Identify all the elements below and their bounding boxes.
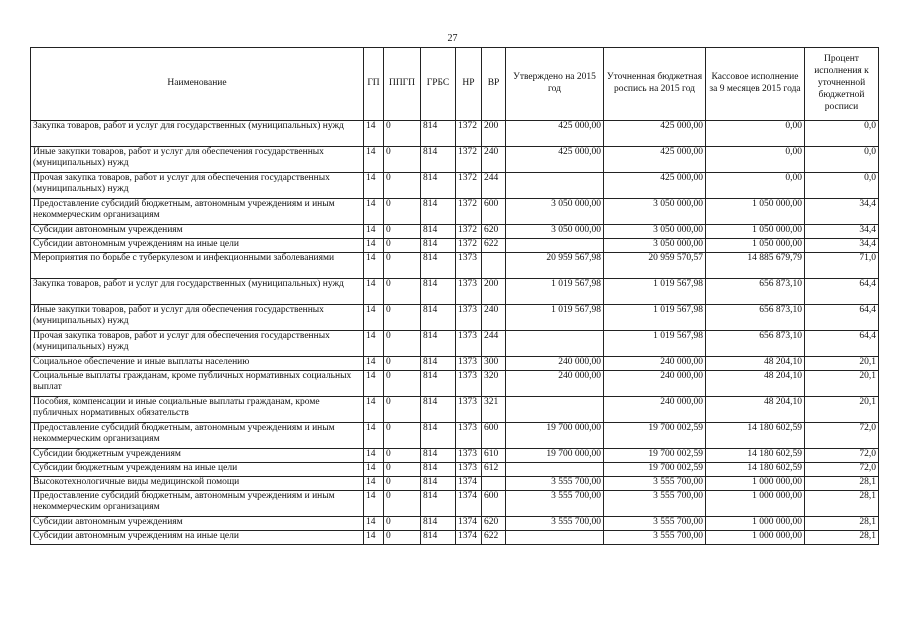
- cell-gp: 14: [364, 147, 384, 173]
- cell-name: Социальное обеспечение и иные выплаты населению: [31, 357, 364, 371]
- cell-cash: 1 050 000,00: [706, 225, 805, 239]
- cell-vr: [482, 253, 506, 279]
- cell-refined: 240 000,00: [604, 371, 706, 397]
- cell-gp: 14: [364, 491, 384, 517]
- cell-vr: 600: [482, 199, 506, 225]
- cell-name: Субсидии автономным учреждениям на иные цели: [31, 239, 364, 253]
- cell-vr: [482, 477, 506, 491]
- header-name: Наименование: [31, 48, 364, 121]
- cell-ppgp: 0: [384, 397, 421, 423]
- cell-refined: 240 000,00: [604, 357, 706, 371]
- cell-refined: 425 000,00: [604, 147, 706, 173]
- cell-percent: 0,0: [805, 173, 879, 199]
- cell-gp: 14: [364, 279, 384, 305]
- cell-approved: 3 050 000,00: [506, 199, 604, 225]
- cell-grbs: 814: [421, 173, 456, 199]
- cell-percent: 28,1: [805, 531, 879, 545]
- cell-ppgp: 0: [384, 423, 421, 449]
- cell-grbs: 814: [421, 449, 456, 463]
- cell-grbs: 814: [421, 517, 456, 531]
- cell-vr: 622: [482, 531, 506, 545]
- cell-vr: 610: [482, 449, 506, 463]
- cell-refined: 3 050 000,00: [604, 199, 706, 225]
- header-grbs: ГРБС: [421, 48, 456, 121]
- cell-cash: 656 873,10: [706, 279, 805, 305]
- cell-gp: 14: [364, 477, 384, 491]
- cell-np: 1373: [456, 463, 482, 477]
- cell-ppgp: 0: [384, 279, 421, 305]
- cell-cash: 1 000 000,00: [706, 491, 805, 517]
- cell-ppgp: 0: [384, 225, 421, 239]
- cell-gp: 14: [364, 449, 384, 463]
- header-approved: Утверждено на 2015 год: [506, 48, 604, 121]
- cell-np: 1373: [456, 331, 482, 357]
- cell-percent: 0,0: [805, 147, 879, 173]
- table-row: [31, 423, 879, 449]
- cell-grbs: 814: [421, 253, 456, 279]
- cell-name: Пособия, компенсации и иные социальные выплаты гражданам, кроме публичных нормативных обязательств: [31, 397, 364, 423]
- cell-grbs: 814: [421, 423, 456, 449]
- cell-ppgp: 0: [384, 517, 421, 531]
- cell-np: 1372: [456, 239, 482, 253]
- cell-ppgp: 0: [384, 173, 421, 199]
- cell-grbs: 814: [421, 239, 456, 253]
- cell-np: 1373: [456, 305, 482, 331]
- cell-ppgp: 0: [384, 253, 421, 279]
- table-row: [31, 491, 879, 517]
- cell-refined: 20 959 570,57: [604, 253, 706, 279]
- cell-name: Высокотехнологичные виды медицинской помощи: [31, 477, 364, 491]
- cell-refined: 3 555 700,00: [604, 531, 706, 545]
- cell-percent: 71,0: [805, 253, 879, 279]
- cell-vr: 240: [482, 147, 506, 173]
- cell-np: 1373: [456, 371, 482, 397]
- cell-refined: 1 019 567,98: [604, 331, 706, 357]
- cell-np: 1372: [456, 199, 482, 225]
- cell-percent: 72,0: [805, 423, 879, 449]
- cell-vr: 240: [482, 305, 506, 331]
- cell-vr: 321: [482, 397, 506, 423]
- cell-ppgp: 0: [384, 199, 421, 225]
- table-body: [31, 121, 879, 545]
- cell-percent: 64,4: [805, 331, 879, 357]
- cell-ppgp: 0: [384, 449, 421, 463]
- cell-gp: 14: [364, 225, 384, 239]
- cell-percent: 20,1: [805, 397, 879, 423]
- cell-approved: 240 000,00: [506, 357, 604, 371]
- cell-name: Субсидии бюджетным учреждениям: [31, 449, 364, 463]
- table-row: [31, 477, 879, 491]
- table-row: [31, 449, 879, 463]
- cell-vr: 600: [482, 423, 506, 449]
- table-row: [31, 331, 879, 357]
- cell-refined: 3 050 000,00: [604, 239, 706, 253]
- cell-approved: 19 700 000,00: [506, 423, 604, 449]
- cell-gp: 14: [364, 199, 384, 225]
- cell-approved: [506, 331, 604, 357]
- table-row: [31, 357, 879, 371]
- cell-percent: 72,0: [805, 463, 879, 477]
- cell-ppgp: 0: [384, 371, 421, 397]
- cell-vr: 620: [482, 517, 506, 531]
- cell-ppgp: 0: [384, 331, 421, 357]
- cell-np: 1373: [456, 423, 482, 449]
- cell-percent: 28,1: [805, 517, 879, 531]
- cell-vr: 200: [482, 279, 506, 305]
- table-row: [31, 225, 879, 239]
- cell-cash: 656 873,10: [706, 305, 805, 331]
- cell-name: Предоставление субсидий бюджетным, автономным учреждениям и иным некоммерческим организациям: [31, 423, 364, 449]
- cell-approved: 3 555 700,00: [506, 517, 604, 531]
- cell-grbs: 814: [421, 225, 456, 239]
- cell-grbs: 814: [421, 463, 456, 477]
- table-row: [31, 199, 879, 225]
- cell-cash: 1 000 000,00: [706, 517, 805, 531]
- cell-vr: 620: [482, 225, 506, 239]
- cell-name: Субсидии бюджетным учреждениям на иные цели: [31, 463, 364, 477]
- cell-name: Закупка товаров, работ и услуг для государственных (муниципальных) нужд: [31, 279, 364, 305]
- cell-ppgp: 0: [384, 531, 421, 545]
- cell-grbs: 814: [421, 477, 456, 491]
- cell-refined: 3 555 700,00: [604, 477, 706, 491]
- cell-vr: 622: [482, 239, 506, 253]
- cell-np: 1373: [456, 253, 482, 279]
- cell-name: Закупка товаров, работ и услуг для государственных (муниципальных) нужд: [31, 121, 364, 147]
- cell-approved: [506, 173, 604, 199]
- cell-cash: 1 000 000,00: [706, 477, 805, 491]
- cell-refined: 3 555 700,00: [604, 491, 706, 517]
- cell-ppgp: 0: [384, 239, 421, 253]
- cell-cash: 1 050 000,00: [706, 239, 805, 253]
- header-refined: Уточненная бюджетная роспись на 2015 год: [604, 48, 706, 121]
- cell-cash: 1 000 000,00: [706, 531, 805, 545]
- cell-vr: 600: [482, 491, 506, 517]
- cell-percent: 20,1: [805, 371, 879, 397]
- cell-cash: 0,00: [706, 173, 805, 199]
- cell-approved: 19 700 000,00: [506, 449, 604, 463]
- cell-gp: 14: [364, 121, 384, 147]
- table-row: [31, 239, 879, 253]
- header-gp: ГП: [364, 48, 384, 121]
- cell-approved: 1 019 567,98: [506, 279, 604, 305]
- header-ppgp: ППГП: [384, 48, 421, 121]
- cell-name: Иные закупки товаров, работ и услуг для обеспечения государственных (муниципальных) нужд: [31, 305, 364, 331]
- table-row: [31, 305, 879, 331]
- cell-vr: 320: [482, 371, 506, 397]
- cell-gp: 14: [364, 463, 384, 477]
- table-header: [31, 48, 879, 121]
- cell-percent: 20,1: [805, 357, 879, 371]
- cell-cash: 48 204,10: [706, 397, 805, 423]
- cell-np: 1374: [456, 477, 482, 491]
- cell-name: Предоставление субсидий бюджетным, автономным учреждениям и иным некоммерческим организациям: [31, 199, 364, 225]
- cell-refined: 1 019 567,98: [604, 279, 706, 305]
- cell-gp: 14: [364, 357, 384, 371]
- cell-ppgp: 0: [384, 357, 421, 371]
- cell-grbs: 814: [421, 491, 456, 517]
- cell-approved: 3 555 700,00: [506, 477, 604, 491]
- cell-ppgp: 0: [384, 121, 421, 147]
- cell-cash: 48 204,10: [706, 357, 805, 371]
- cell-cash: 14 180 602,59: [706, 423, 805, 449]
- cell-grbs: 814: [421, 371, 456, 397]
- table-row: [31, 397, 879, 423]
- cell-refined: 3 050 000,00: [604, 225, 706, 239]
- cell-ppgp: 0: [384, 147, 421, 173]
- cell-approved: 1 019 567,98: [506, 305, 604, 331]
- cell-percent: 0,0: [805, 121, 879, 147]
- cell-grbs: 814: [421, 357, 456, 371]
- cell-np: 1374: [456, 491, 482, 517]
- cell-approved: [506, 531, 604, 545]
- cell-approved: 425 000,00: [506, 147, 604, 173]
- cell-np: 1373: [456, 449, 482, 463]
- cell-gp: 14: [364, 517, 384, 531]
- cell-cash: 0,00: [706, 121, 805, 147]
- cell-approved: [506, 463, 604, 477]
- cell-gp: 14: [364, 239, 384, 253]
- cell-percent: 28,1: [805, 477, 879, 491]
- cell-vr: 200: [482, 121, 506, 147]
- cell-np: 1373: [456, 357, 482, 371]
- cell-ppgp: 0: [384, 463, 421, 477]
- cell-gp: 14: [364, 423, 384, 449]
- cell-np: 1374: [456, 517, 482, 531]
- cell-cash: 656 873,10: [706, 331, 805, 357]
- cell-refined: 1 019 567,98: [604, 305, 706, 331]
- cell-grbs: 814: [421, 147, 456, 173]
- cell-gp: 14: [364, 253, 384, 279]
- cell-gp: 14: [364, 397, 384, 423]
- cell-name: Прочая закупка товаров, работ и услуг для обеспечения государственных (муниципальных) нужд: [31, 331, 364, 357]
- cell-vr: 300: [482, 357, 506, 371]
- header-cash: Кассовое исполнение за 9 месяцев 2015 года: [706, 48, 805, 121]
- cell-cash: 14 180 602,59: [706, 449, 805, 463]
- table-row: [31, 173, 879, 199]
- cell-approved: [506, 397, 604, 423]
- cell-np: 1372: [456, 121, 482, 147]
- cell-refined: 3 555 700,00: [604, 517, 706, 531]
- cell-np: 1374: [456, 531, 482, 545]
- cell-np: 1373: [456, 279, 482, 305]
- cell-np: 1372: [456, 147, 482, 173]
- page-number: 27: [447, 33, 458, 44]
- cell-approved: 3 555 700,00: [506, 491, 604, 517]
- cell-name: Социальные выплаты гражданам, кроме публичных нормативных социальных выплат: [31, 371, 364, 397]
- table-row: [31, 147, 879, 173]
- table-row: [31, 531, 879, 545]
- header-np: НР: [456, 48, 482, 121]
- cell-approved: [506, 239, 604, 253]
- cell-percent: 72,0: [805, 449, 879, 463]
- budget-table: [30, 47, 879, 545]
- cell-refined: 19 700 002,59: [604, 463, 706, 477]
- cell-ppgp: 0: [384, 477, 421, 491]
- header-vr: ВР: [482, 48, 506, 121]
- cell-percent: 34,4: [805, 225, 879, 239]
- cell-name: Субсидии автономным учреждениям на иные цели: [31, 531, 364, 545]
- cell-cash: 48 204,10: [706, 371, 805, 397]
- cell-np: 1373: [456, 397, 482, 423]
- cell-gp: 14: [364, 305, 384, 331]
- cell-approved: 20 959 567,98: [506, 253, 604, 279]
- cell-cash: 1 050 000,00: [706, 199, 805, 225]
- cell-grbs: 814: [421, 331, 456, 357]
- table-row: [31, 371, 879, 397]
- cell-percent: 64,4: [805, 305, 879, 331]
- cell-cash: 14 885 679,79: [706, 253, 805, 279]
- cell-approved: 425 000,00: [506, 121, 604, 147]
- cell-gp: 14: [364, 331, 384, 357]
- cell-refined: 19 700 002,59: [604, 449, 706, 463]
- cell-vr: 244: [482, 173, 506, 199]
- table-row: [31, 121, 879, 147]
- table-row: [31, 463, 879, 477]
- cell-grbs: 814: [421, 199, 456, 225]
- cell-name: Субсидии автономным учреждениям: [31, 225, 364, 239]
- cell-grbs: 814: [421, 121, 456, 147]
- cell-gp: 14: [364, 173, 384, 199]
- cell-name: Прочая закупка товаров, работ и услуг для обеспечения государственных (муниципальных) нужд: [31, 173, 364, 199]
- table-row: [31, 253, 879, 279]
- cell-grbs: 814: [421, 531, 456, 545]
- cell-grbs: 814: [421, 279, 456, 305]
- cell-ppgp: 0: [384, 305, 421, 331]
- cell-refined: 240 000,00: [604, 397, 706, 423]
- cell-percent: 34,4: [805, 199, 879, 225]
- cell-name: Субсидии автономным учреждениям: [31, 517, 364, 531]
- cell-vr: 612: [482, 463, 506, 477]
- cell-grbs: 814: [421, 305, 456, 331]
- cell-refined: 425 000,00: [604, 121, 706, 147]
- cell-refined: 425 000,00: [604, 173, 706, 199]
- cell-name: Мероприятия по борьбе с туберкулезом и инфекционными заболеваниями: [31, 253, 364, 279]
- cell-percent: 64,4: [805, 279, 879, 305]
- cell-percent: 28,1: [805, 491, 879, 517]
- cell-gp: 14: [364, 531, 384, 545]
- cell-approved: 240 000,00: [506, 371, 604, 397]
- cell-vr: 244: [482, 331, 506, 357]
- cell-name: Иные закупки товаров, работ и услуг для обеспечения государственных (муниципальных) нужд: [31, 147, 364, 173]
- table-row: [31, 279, 879, 305]
- cell-cash: 0,00: [706, 147, 805, 173]
- cell-percent: 34,4: [805, 239, 879, 253]
- cell-approved: 3 050 000,00: [506, 225, 604, 239]
- header-percent: Процент исполнения к уточненной бюджетной росписи: [805, 48, 879, 121]
- cell-name: Предоставление субсидий бюджетным, автономным учреждениям и иным некоммерческим организациям: [31, 491, 364, 517]
- cell-grbs: 814: [421, 397, 456, 423]
- cell-cash: 14 180 602,59: [706, 463, 805, 477]
- cell-ppgp: 0: [384, 491, 421, 517]
- cell-gp: 14: [364, 371, 384, 397]
- table-row: [31, 517, 879, 531]
- cell-np: 1372: [456, 225, 482, 239]
- cell-np: 1372: [456, 173, 482, 199]
- cell-refined: 19 700 002,59: [604, 423, 706, 449]
